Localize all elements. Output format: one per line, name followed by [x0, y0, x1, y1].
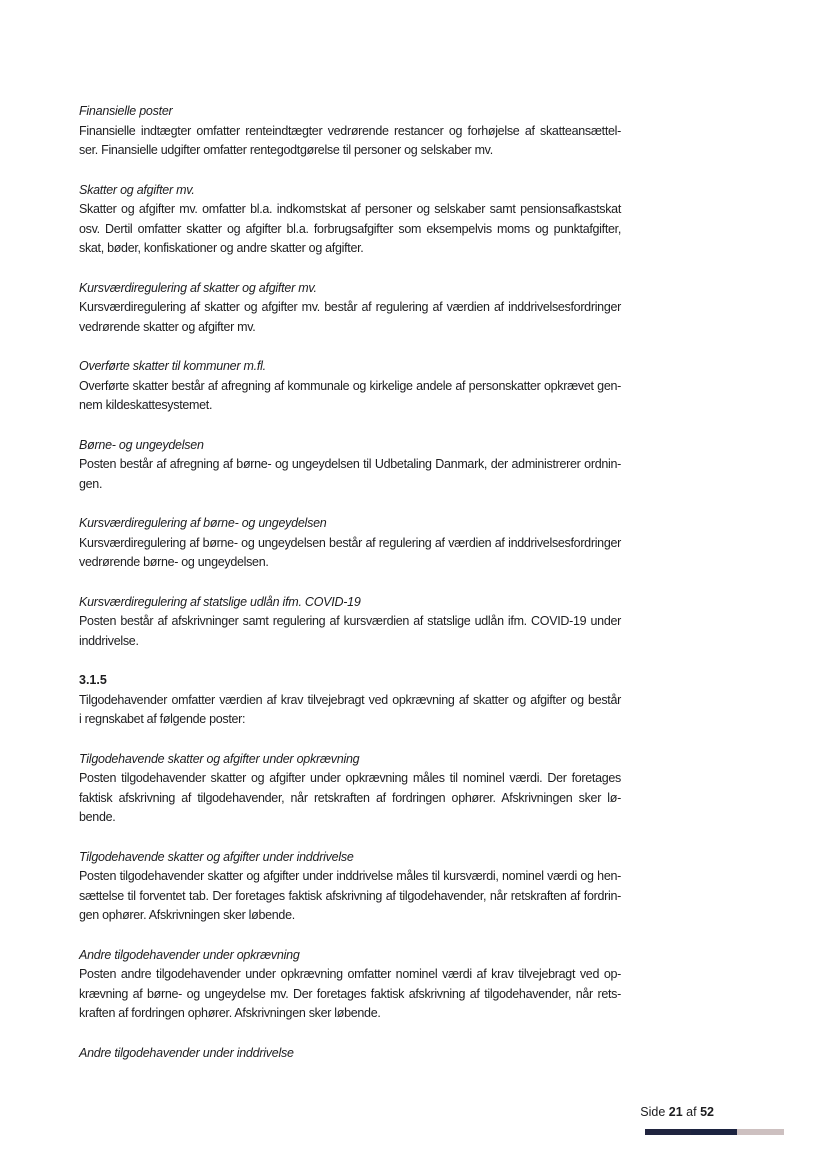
document-section: [79, 750, 621, 828]
current-page: 21: [668, 1105, 683, 1119]
body-text-line: ser. Finansielle udgifter omfatter rentegodtgørelse til personer og selskaber mv.: [79, 143, 493, 157]
document-section: [79, 436, 621, 495]
body-text-line: Finansielle indtægter omfatter renteindtægter vedrørende restancer og forhøjelse af skatteansættel-: [79, 123, 621, 138]
section-number: 3.1.5: [79, 673, 107, 687]
body-text-line: Posten tilgodehavender skatter og afgifter under inddrivelse måles til kursværdi, nominel værdi og hen-: [79, 869, 621, 883]
document-section: [79, 593, 621, 652]
section-heading: Tilgodehavende skatter og afgifter under inddrivelse: [79, 849, 354, 864]
footer-bar-segment: [691, 1129, 737, 1135]
body-text-line: Posten består af afskrivninger samt regulering af kursværdien af statslige udlån ifm. COVID-19 under: [79, 614, 621, 628]
document-section: [79, 357, 621, 416]
body-text-line: vedrørende børne- og ungeydelsen.: [79, 555, 269, 569]
footer-bar-segment: [737, 1129, 784, 1135]
section-heading: Børne- og ungeydelsen: [79, 437, 204, 452]
section-heading: Andre tilgodehavender under opkrævning: [79, 947, 300, 962]
document-section: [79, 1044, 621, 1064]
body-text-line: nem kildeskattesystemet.: [79, 398, 213, 412]
body-text-line: bende.: [79, 810, 116, 824]
body-text-line: Skatter og afgifter mv. omfatter bl.a. indkomstskat af personer og selskaber samt pensionsafkastskat: [79, 202, 621, 216]
page-content: [79, 102, 621, 1083]
body-text-line: krævning af børne- og ungeydelse mv. Der foretages faktisk afskrivning af tilgodehavender, når rets-: [79, 986, 621, 1001]
body-text-line: faktisk afskrivning af tilgodehavender, når retskraften af fordringen ophører. Afskrivningen sker lø-: [79, 790, 621, 805]
body-text-line: Kursværdiregulering af skatter og afgifter mv. består af regulering af værdien af inddrivelsesfordringer: [79, 300, 621, 314]
section-heading: Skatter og afgifter mv.: [79, 182, 195, 197]
body-text-line: Posten består af afregning af børne- og ungeydelsen til Udbetaling Danmark, der administrerer ordnin-: [79, 457, 621, 471]
section-heading: Kursværdiregulering af statslige udlån ifm. COVID-19: [79, 594, 361, 609]
section-heading: Kursværdiregulering af børne- og ungeydelsen: [79, 516, 327, 530]
document-section: [79, 946, 621, 1024]
section-heading: Andre tilgodehavender under inddrivelse: [79, 1045, 294, 1060]
section-heading: Kursværdiregulering af skatter og afgifter mv.: [79, 280, 317, 295]
document-section: [79, 514, 621, 573]
document-section: [79, 848, 621, 926]
body-text-line: sættelse til forventet tab. Der foretages faktisk afskrivning af tilgodehavender, når retskraften af fordrin-: [79, 888, 621, 903]
body-text-line: gen ophører. Afskrivningen sker løbende.: [79, 908, 295, 922]
total-pages: 52: [700, 1105, 714, 1119]
page-of-label: af: [686, 1105, 697, 1119]
body-text-line: inddrivelse.: [79, 633, 139, 648]
page-label: Side: [640, 1105, 666, 1119]
footer-bar-segment: [645, 1129, 691, 1135]
body-text-line: Posten andre tilgodehavender under opkrævning omfatter nominel værdi af krav tilvejebragt ved op-: [79, 967, 621, 981]
body-text-line: vedrørende skatter og afgifter mv.: [79, 319, 256, 334]
body-text-line: Posten tilgodehavender skatter og afgifter under opkrævning måles til nominel værdi. Der foretages: [79, 771, 621, 785]
body-text-line: kraften af fordringen ophører. Afskrivningen sker løbende.: [79, 1006, 381, 1020]
body-text-line: i regnskabet af følgende poster:: [79, 712, 246, 726]
document-section: [79, 181, 621, 259]
body-text-line: Tilgodehavender omfatter værdien af krav tilvejebragt ved opkrævning af skatter og afgifter og består: [79, 692, 621, 707]
body-text-line: osv. Dertil omfatter skatter og afgifter bl.a. forbrugsafgifter som eksempelvis moms og punktafgifter,: [79, 221, 621, 236]
section-heading: Overførte skatter til kommuner m.fl.: [79, 359, 266, 373]
section-heading: Tilgodehavende skatter og afgifter under opkrævning: [79, 751, 360, 766]
body-text-line: gen.: [79, 476, 103, 491]
document-section: [79, 671, 621, 730]
body-text-line: skat, bøder, konfiskationer og andre skatter og afgifter.: [79, 241, 364, 255]
body-text-line: Kursværdiregulering af børne- og ungeydelsen består af regulering af værdien af inddrivelsesfordringer: [79, 535, 621, 550]
body-text-line: Overførte skatter består af afregning af kommunale og kirkelige andele af personskatter opkrævet gen-: [79, 378, 621, 393]
section-heading: Finansielle poster: [79, 104, 173, 118]
page-number: [640, 1105, 714, 1119]
document-section: [79, 279, 621, 338]
document-section: [79, 102, 621, 161]
